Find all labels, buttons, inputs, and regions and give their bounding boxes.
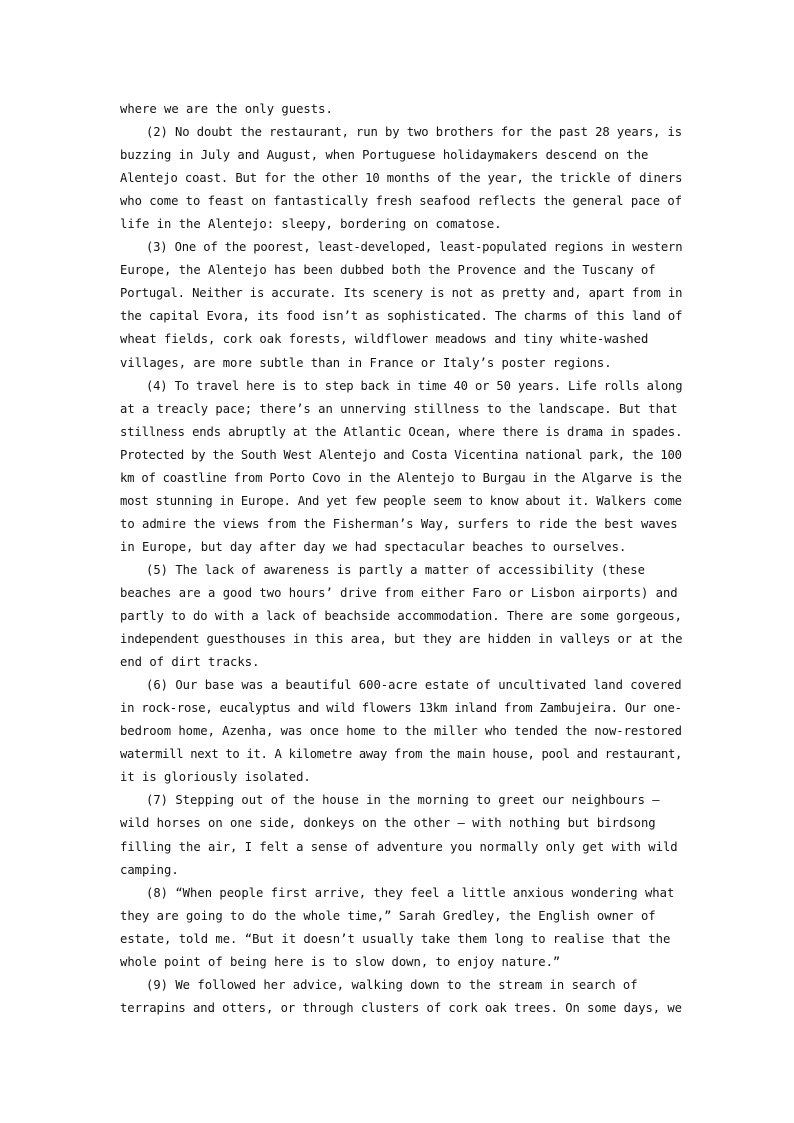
- text-line: at a treacly pace; there’s an unnerving stillness to the landscape. But that: [120, 401, 678, 416]
- text-line: where we are the only guests.: [120, 102, 333, 116]
- text-line: most stunning in Europe. And yet few people seem to know about it. Walkers come: [120, 493, 682, 508]
- text-line: wheat fields, cork oak forests, wildflower meadows and tiny white-washed: [120, 332, 649, 347]
- text-line: buzzing in July and August, when Portuguese holidaymakers descend on the: [120, 148, 649, 163]
- text-line: filling the air, I felt a sense of adventure you normally only get with wild: [120, 839, 678, 854]
- text-line: end of dirt tracks.: [120, 655, 260, 670]
- text-line: wild horses on one side, donkeys on the other – with nothing but birdsong: [120, 816, 656, 831]
- text-line: it is gloriously isolated.: [120, 770, 311, 785]
- paragraph-first-line: (4) To travel here is to step back in time 40 or 50 years. Life rolls along: [146, 378, 683, 393]
- text-line: Protected by the South West Alentejo and Costa Vicentina national park, the 100: [120, 447, 682, 462]
- paragraph-first-line: (2) No doubt the restaurant, run by two brothers for the past 28 years, is: [146, 125, 683, 140]
- paragraph-first-line: (9) We followed her advice, walking down to the stream in search of: [146, 977, 638, 992]
- text-line: Alentejo coast. But for the other 10 months of the year, the trickle of diners: [120, 171, 683, 186]
- text-line: partly to do with a lack of beachside accommodation. There are some gorgeous,: [120, 609, 682, 624]
- text-line: to admire the views from the Fisherman’s Way, surfers to ride the best waves: [120, 516, 678, 531]
- text-line: the capital Evora, its food isn’t as sophisticated. The charms of this land of: [120, 309, 683, 324]
- text-line: villages, are more subtle than in France or Italy’s poster regions.: [120, 355, 612, 370]
- text-line: watermill next to it. A kilometre away from the main house, pool and restaurant,: [120, 747, 683, 762]
- paragraph-first-line: (7) Stepping out of the house in the morning to greet our neighbours –: [146, 793, 660, 808]
- text-line: terrapins and otters, or through clusters of cork oak trees. On some days, we: [120, 1000, 682, 1015]
- paragraph-first-line: (5) The lack of awareness is partly a matter of accessibility (these: [146, 562, 645, 577]
- text-line: in rock-rose, eucalyptus and wild flowers 13km inland from Zambujeira. Our one-: [120, 701, 682, 716]
- text-line: camping.: [120, 862, 179, 877]
- text-line: independent guesthouses in this area, but they are hidden in valleys or at the: [120, 632, 683, 647]
- text-line: in Europe, but day after day we had spectacular beaches to ourselves.: [120, 539, 627, 554]
- text-line: bedroom home, Azenha, was once home to the miller who tended the now-restored: [120, 724, 682, 739]
- text-line: life in the Alentejo: sleepy, bordering on comatose.: [120, 217, 502, 232]
- text-line: km of coastline from Porto Covo in the Alentejo to Burgau in the Algarve is the: [120, 470, 682, 485]
- text-line: who come to feast on fantastically fresh seafood reflects the general pace of: [120, 194, 682, 209]
- paragraph-first-line: (6) Our base was a beautiful 600-acre estate of uncultivated land covered: [146, 678, 682, 693]
- text-line: Europe, the Alentejo has been dubbed both the Provence and the Tuscany of: [120, 263, 656, 278]
- text-line: stillness ends abruptly at the Atlantic Ocean, where there is drama in spades.: [120, 424, 683, 439]
- paragraph-first-line: (3) One of the poorest, least-developed, least-populated regions in western: [146, 240, 683, 255]
- article-body: [120, 98, 682, 1020]
- text-line: estate, told me. “But it doesn’t usually take them long to realise that the: [120, 931, 671, 946]
- text-line: Portugal. Neither is accurate. Its scenery is not as pretty and, apart from in: [120, 286, 683, 301]
- text-line: they are going to do the whole time,” Sarah Gredley, the English owner of: [120, 908, 656, 923]
- text-line: beaches are a good two hours’ drive from either Faro or Lisbon airports) and: [120, 585, 678, 600]
- text-line: whole point of being here is to slow down, to enjoy nature.”: [120, 954, 561, 969]
- paragraph-first-line: (8) “When people first arrive, they feel a little anxious wondering what: [146, 885, 675, 900]
